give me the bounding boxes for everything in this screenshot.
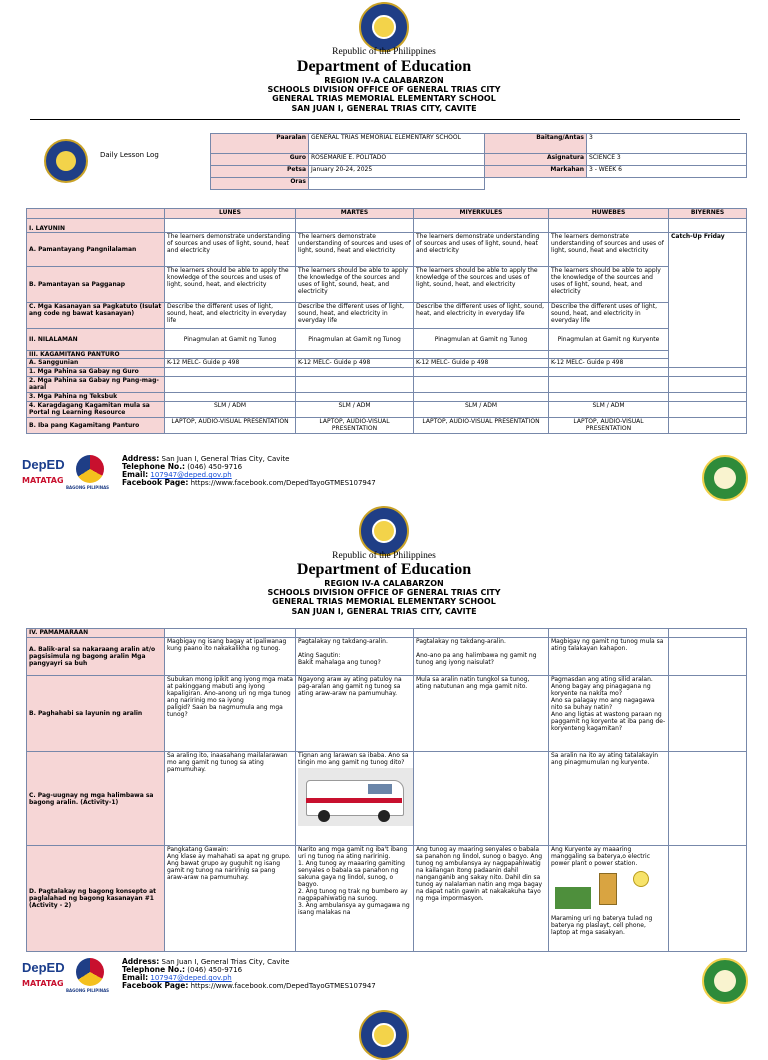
layunin-label: I. LAYUNIN xyxy=(27,219,165,233)
guro-pahina-label: 1. Mga Pahina sa Gabay ng Guro xyxy=(27,368,165,377)
day-martes: MARTES xyxy=(296,209,414,219)
row-d-huwebes-1: Ang Kuryente ay maaaring manggaling sa baterya,o electric power plant o power station. xyxy=(551,846,651,867)
row-a-miyerkules: Pagtalakay ng takdang-aralin. Ano-ano pa ang halimbawa ng gamit ng tunog ang iyong naisulat? xyxy=(414,638,549,676)
iba-martes: LAPTOP, AUDIO-VISUAL PRESENTATION xyxy=(296,418,414,434)
markahan-value: 3 - WEEK 6 xyxy=(587,166,747,178)
matatag-logo: MATATAG xyxy=(22,476,64,485)
cell xyxy=(414,351,549,359)
pamantayang-miyerkules: The learners demonstrate understanding of sources and uses of light, sound, heat and electricity xyxy=(414,233,549,267)
cell xyxy=(549,368,669,377)
karagdagang-lunes: SLM / ADM xyxy=(165,402,296,418)
nilalaman-martes: Pinagmulan at Gamit ng Tunog xyxy=(296,329,414,351)
tel-label: Telephone No.: xyxy=(122,462,186,471)
nilalaman-huwebes: Pinagmulan at Gamit ng Kuryente xyxy=(549,329,669,351)
oras-label: Oras xyxy=(211,178,309,190)
kagamitan-label: III. KAGAMITANG PANTURO xyxy=(27,351,165,359)
region-text: REGION IV-A CALABARZON xyxy=(324,76,444,85)
day-huwebes: HUWEBES xyxy=(549,209,669,219)
pagganap-label: B. Pamantayan sa Pagganap xyxy=(27,267,165,303)
kasanayan-miyerkules: Describe the different uses of light, sound, heat, and electricity in everyday life xyxy=(414,303,549,329)
row-d-huwebes-2: Maraming uri ng baterya tulad ng baterya ng plaslayt, cell phone, laptop at mga sasakyan. xyxy=(551,915,653,936)
cell xyxy=(669,752,747,846)
cell xyxy=(296,629,414,638)
paaralan-value: GENERAL TRIAS MEMORIAL ELEMENTARY SCHOOL xyxy=(309,134,485,154)
cell xyxy=(165,368,296,377)
fb-link-2[interactable]: https://www.facebook.com/DepedTayoGTMES107947 xyxy=(190,982,376,990)
kasanayan-lunes: Describe the different uses of light, sound, heat, and electricity in everyday life xyxy=(165,303,296,329)
karagdagang-huwebes: SLM / ADM xyxy=(549,402,669,418)
pamantayang-huwebes: The learners demonstrate understanding of sources and uses of light, sound, heat and electricity xyxy=(549,233,669,267)
cell xyxy=(549,219,669,233)
deped-logo-icon xyxy=(44,139,88,183)
deped-seal-top xyxy=(359,2,409,52)
footer-1 xyxy=(0,455,768,505)
school-seal-icon-2 xyxy=(702,958,748,1004)
school-text: GENERAL TRIAS MEMORIAL ELEMENTARY SCHOOL xyxy=(272,94,496,103)
deped-logo-2: DepED xyxy=(22,960,65,975)
cell xyxy=(414,752,549,846)
day-lunes: LUNES xyxy=(165,209,296,219)
row-c-lunes: Sa araling ito, inaasahang mailalarawan mo ang gamit ng tunog sa ating pamumuhay. xyxy=(165,752,296,846)
cell xyxy=(669,402,747,418)
cell xyxy=(296,219,414,233)
row-b-miyerkules: Mula sa aralin natin tungkol sa tunog, ating natutunan ang mga gamit nito. xyxy=(414,676,549,752)
tel-value: (046) 450-9716 xyxy=(187,463,243,471)
day-miyerkules: MIYERKULES xyxy=(414,209,549,219)
pamantayang-label: A. Pamantayang Pangnilalaman xyxy=(27,233,165,267)
row-a-martes: Pagtalakay ng takdang-aralin. Ating Sagutin: Bakit mahalaga ang tunog? xyxy=(296,638,414,676)
day-biyernes: BIYERNES xyxy=(669,209,747,219)
cell xyxy=(669,219,747,233)
cell xyxy=(165,393,296,402)
catchup-friday: Catch-Up Friday xyxy=(669,233,747,368)
cell xyxy=(414,377,549,393)
empty-cell xyxy=(645,178,747,190)
cell xyxy=(669,676,747,752)
lesson-table-1 xyxy=(26,208,747,434)
cell xyxy=(165,219,296,233)
power-plant-shape xyxy=(555,887,591,909)
cell xyxy=(669,846,747,952)
ambulance-wheel xyxy=(318,810,330,822)
pamantayang-lunes: The learners demonstrate understanding of sources and uses of light, sound, heat and electricity xyxy=(165,233,296,267)
cell xyxy=(414,368,549,377)
iba-lunes: LAPTOP, AUDIO-VISUAL PRESENTATION xyxy=(165,418,296,434)
asignatura-value: SCIENCE 3 xyxy=(587,154,747,166)
empty-cell xyxy=(587,178,645,190)
guro-value: ROSEMARIE E. POLITADO xyxy=(309,154,485,166)
row-c-martes: Tignan ang larawan sa ibaba. Ano sa tingin mo ang gamit ng tunog dito? xyxy=(298,752,409,766)
baitang-label: Baitang/Antas xyxy=(485,134,587,154)
row-b-label: B. Paghahabi sa layunin ng aralin xyxy=(27,676,165,752)
bagong-pilipinas-text-2: BAGONG PILIPINAS xyxy=(66,988,110,993)
empty-cell xyxy=(485,178,587,190)
pagganap-miyerkules: The learners should be able to apply the knowledge of the sources and uses of light, sound, heat, and electricity xyxy=(414,267,549,303)
asignatura-label: Asignatura xyxy=(485,154,587,166)
baitang-value: 3 xyxy=(587,134,747,154)
row-d-miyerkules: Ang tunog ay maaring senyales o babala sa panahon ng lindol, sunog o bagyo. Ang tunog ng ambulansya ay nagpapahiwatig na kailangan itong padaanin dahil nanganganib ang sakay nito. Dahil din sa tunog ay nalalaman natin ang mga bagay na dapat natin gawin at nakakakuha tayo ng mga impormasyon. xyxy=(414,846,549,952)
pamamaraan-label: IV. PAMAMARAAN xyxy=(27,629,165,638)
cell xyxy=(549,351,669,359)
email-label: Email: xyxy=(122,470,149,479)
sanggunian-lunes: K-12 MELC- Guide p 498 xyxy=(165,359,296,368)
address-value: San Juan I, General Trias City, Cavite xyxy=(161,455,290,463)
cell xyxy=(669,377,747,393)
school-seal-icon xyxy=(702,455,748,501)
iba-label: B. Iba pang Kagamitang Panturo xyxy=(27,418,165,434)
iba-miyerkules: LAPTOP, AUDIO-VISUAL PRESENTATION xyxy=(414,418,549,434)
row-d-huwebes-cell xyxy=(549,846,669,952)
sanggunian-miyerkules: K-12 MELC- Guide p 498 xyxy=(414,359,549,368)
header-rule xyxy=(30,119,740,120)
bagong-pilipinas-icon-2 xyxy=(76,958,104,986)
division-text: SCHOOLS DIVISION OFFICE OF GENERAL TRIAS CITY xyxy=(267,85,501,94)
footer-info-2 xyxy=(122,958,376,990)
iba-huwebes: LAPTOP, AUDIO-VISUAL PRESENTATION xyxy=(549,418,669,434)
footer-info xyxy=(122,455,376,487)
lesson-table-2 xyxy=(26,628,747,952)
kasanayan-label: C. Mga Kasanayan sa Pagkatuto (Isulat ang code ng bawat kasanayan) xyxy=(27,303,165,329)
nilalaman-lunes: Pinagmulan at Gamit ng Tunog xyxy=(165,329,296,351)
school-text-2: GENERAL TRIAS MEMORIAL ELEMENTARY SCHOOL xyxy=(272,597,496,606)
teksbuk-label: 3. Mga Pahina ng Teksbuk xyxy=(27,393,165,402)
division-text-2: SCHOOLS DIVISION OFFICE OF GENERAL TRIAS CITY xyxy=(267,588,501,597)
cell xyxy=(296,393,414,402)
cell xyxy=(165,351,296,359)
row-d-martes: Narito ang mga gamit ng iba't ibang uri ng tunog na ating naririnig. 1. Ang tunog ay maaaring gamiting senyales o babala sa panahon ng sakuna gaya ng lindol, sunog, o bagyo. 2. Ang tunog ng trak ng bumbero ay nagpapahiwatig na sunog. 3. Ang ambulansya ay gumagawa ng isang malakas na xyxy=(296,846,414,952)
cell xyxy=(549,629,669,638)
ambulance-stripe xyxy=(306,798,402,803)
tel-value-2: (046) 450-9716 xyxy=(187,966,243,974)
fb-label: Facebook Page: xyxy=(122,478,189,487)
row-b-martes: Ngayong araw ay ating patuloy na pag-aralan ang gamit ng tunog sa ating araw-araw na pamumuhay. xyxy=(296,676,414,752)
email-label-2: Email: xyxy=(122,973,149,982)
pagganap-lunes: The learners should be able to apply the knowledge of the sources and uses of light, sound, heat, and electricity xyxy=(165,267,296,303)
cell xyxy=(669,393,747,402)
cell xyxy=(414,219,549,233)
karagdagang-martes: SLM / ADM xyxy=(296,402,414,418)
pamantayang-martes: The learners demonstrate understanding of sources and uses of light, sound, heat and electricity xyxy=(296,233,414,267)
karagdagang-label: 4. Karagdagang Kagamitan mula sa Portal ng Learning Resource xyxy=(27,402,165,418)
ambulance-wheel xyxy=(378,810,390,822)
address-label: Address: xyxy=(122,454,160,463)
cell xyxy=(669,418,747,434)
bagong-pilipinas-icon xyxy=(76,455,104,483)
sanggunian-huwebes: K-12 MELC- Guide p 498 xyxy=(549,359,669,368)
cell xyxy=(296,377,414,393)
petsa-value: January 20-24, 2025 xyxy=(309,166,485,178)
cell xyxy=(296,368,414,377)
cell xyxy=(414,629,549,638)
deped-logo: DepED xyxy=(22,457,65,472)
department-title-2: Department of Education xyxy=(296,561,472,578)
mag-aaral-label: 2. Mga Pahina sa Gabay ng Pang-mag-aaral xyxy=(27,377,165,393)
email-link-2[interactable]: 107947@deped.gov.ph xyxy=(150,974,232,982)
department-title: Department of Education xyxy=(296,58,472,75)
cell xyxy=(669,629,747,638)
pagganap-martes: The learners should be able to apply the knowledge of the sources and uses of light, sound, heat, and electricity xyxy=(296,267,414,303)
republic-text: Republic of the Philippines xyxy=(332,47,436,57)
ambulance-image xyxy=(298,768,414,826)
matatag-logo-2: MATATAG xyxy=(22,979,64,988)
row-a-lunes: Magbigay ng isang bagay at ipaliwanag kung paano ito nakakalikha ng tunog. xyxy=(165,638,296,676)
ambulance-window xyxy=(368,784,392,794)
corner-cell xyxy=(27,209,165,219)
petsa-label: Petsa xyxy=(211,166,309,178)
paaralan-label: Paaralan xyxy=(211,134,309,154)
row-b-lunes: Subukan mong ipikit ang iyong mga mata at pakinggang mabuti ang iyong kapaligiran. Ano-anong uri ng mga tunog ang naririnig mo sa iyong paligid? Saan ba nagmumula ang mga tunog? xyxy=(165,676,296,752)
row-c-huwebes: Sa aralin na ito ay ating tatalakayin ang pinagmumulan ng kuryente. xyxy=(549,752,669,846)
cell xyxy=(296,351,414,359)
karagdagang-miyerkules: SLM / ADM xyxy=(414,402,549,418)
info-table xyxy=(210,133,747,190)
row-d-lunes: Pangkatang Gawain: Ang klase ay mahahati sa apat ng grupo. Ang bawat grupo ay guguhit ng isang gamit ng tunog na naririnig sa pang araw-araw na pamumuhay. xyxy=(165,846,296,952)
pagganap-huwebes: The learners should be able to apply the knowledge of the sources and uses of light, sound, heat, and electricity xyxy=(549,267,669,303)
bagong-pilipinas-text: BAGONG PILIPINAS xyxy=(66,485,110,490)
cell xyxy=(669,638,747,676)
address-value-2: San Juan I, General Trias City, Cavite xyxy=(161,958,290,966)
markahan-label: Markahan xyxy=(485,166,587,178)
address-text-2: SAN JUAN I, GENERAL TRIAS CITY, CAVITE xyxy=(291,607,477,616)
sanggunian-label: A. Sanggunian xyxy=(27,359,165,368)
fb-link[interactable]: https://www.facebook.com/DepedTayoGTMES107947 xyxy=(190,479,376,487)
cell xyxy=(165,377,296,393)
dll-title: Daily Lesson Log xyxy=(100,151,159,159)
nilalaman-label: II. NILALAMAN xyxy=(27,329,165,351)
footer-2 xyxy=(0,958,768,1008)
nilalaman-miyerkules: Pinagmulan at Gamit ng Tunog xyxy=(414,329,549,351)
region-text-2: REGION IV-A CALABARZON xyxy=(324,579,444,588)
oras-value xyxy=(309,178,485,190)
row-a-huwebes: Magbigay ng gamit ng tunog mula sa ating talakayan kahapon. xyxy=(549,638,669,676)
row-c-label: C. Pag-uugnay ng mga halimbawa sa bagong aralin. (Activity-1) xyxy=(27,752,165,846)
kasanayan-martes: Describe the different uses of light, sound, heat, and electricity in everyday life xyxy=(296,303,414,329)
address-text: SAN JUAN I, GENERAL TRIAS CITY, CAVITE xyxy=(291,104,477,113)
row-b-huwebes: Pagmasdan ang ating silid aralan. Anong bagay ang pinagagana ng koryente na nakita mo? Ano sa palagay mo ang nagagawa nito sa buhay natin? Ano ang ligtas at wastong paraan ng paggamit ng koryente at iba pang de-koryenteng kagamitan? xyxy=(549,676,669,752)
sanggunian-martes: K-12 MELC- Guide p 498 xyxy=(296,359,414,368)
row-d-label: D. Pagtalakay ng bagong konsepto at paglalahad ng bagong kasanayan #1 (Activity - 2) xyxy=(27,846,165,952)
tel-label-2: Telephone No.: xyxy=(122,965,186,974)
battery-shape xyxy=(599,873,617,905)
row-a-label: A. Balik-aral sa nakaraang aralin at/o pagsisimula ng bagong aralin Mga pangyayri sa buh xyxy=(27,638,165,676)
address-label-2: Address: xyxy=(122,957,160,966)
power-plant-battery-image xyxy=(551,869,661,913)
kasanayan-huwebes: Describe the different uses of light, sound, heat, and electricity in everyday life xyxy=(549,303,669,329)
deped-seal-page2 xyxy=(359,506,409,556)
cell xyxy=(669,368,747,377)
guro-label: Guro xyxy=(211,154,309,166)
email-link[interactable]: 107947@deped.gov.ph xyxy=(150,471,232,479)
row-c-martes-cell xyxy=(296,752,414,846)
cell xyxy=(165,629,296,638)
cell xyxy=(549,377,669,393)
deped-seal-page3 xyxy=(359,1010,409,1060)
cell xyxy=(549,393,669,402)
bulb-icon xyxy=(633,871,649,887)
fb-label-2: Facebook Page: xyxy=(122,981,189,990)
republic-text-2: Republic of the Philippines xyxy=(332,551,436,561)
cell xyxy=(414,393,549,402)
